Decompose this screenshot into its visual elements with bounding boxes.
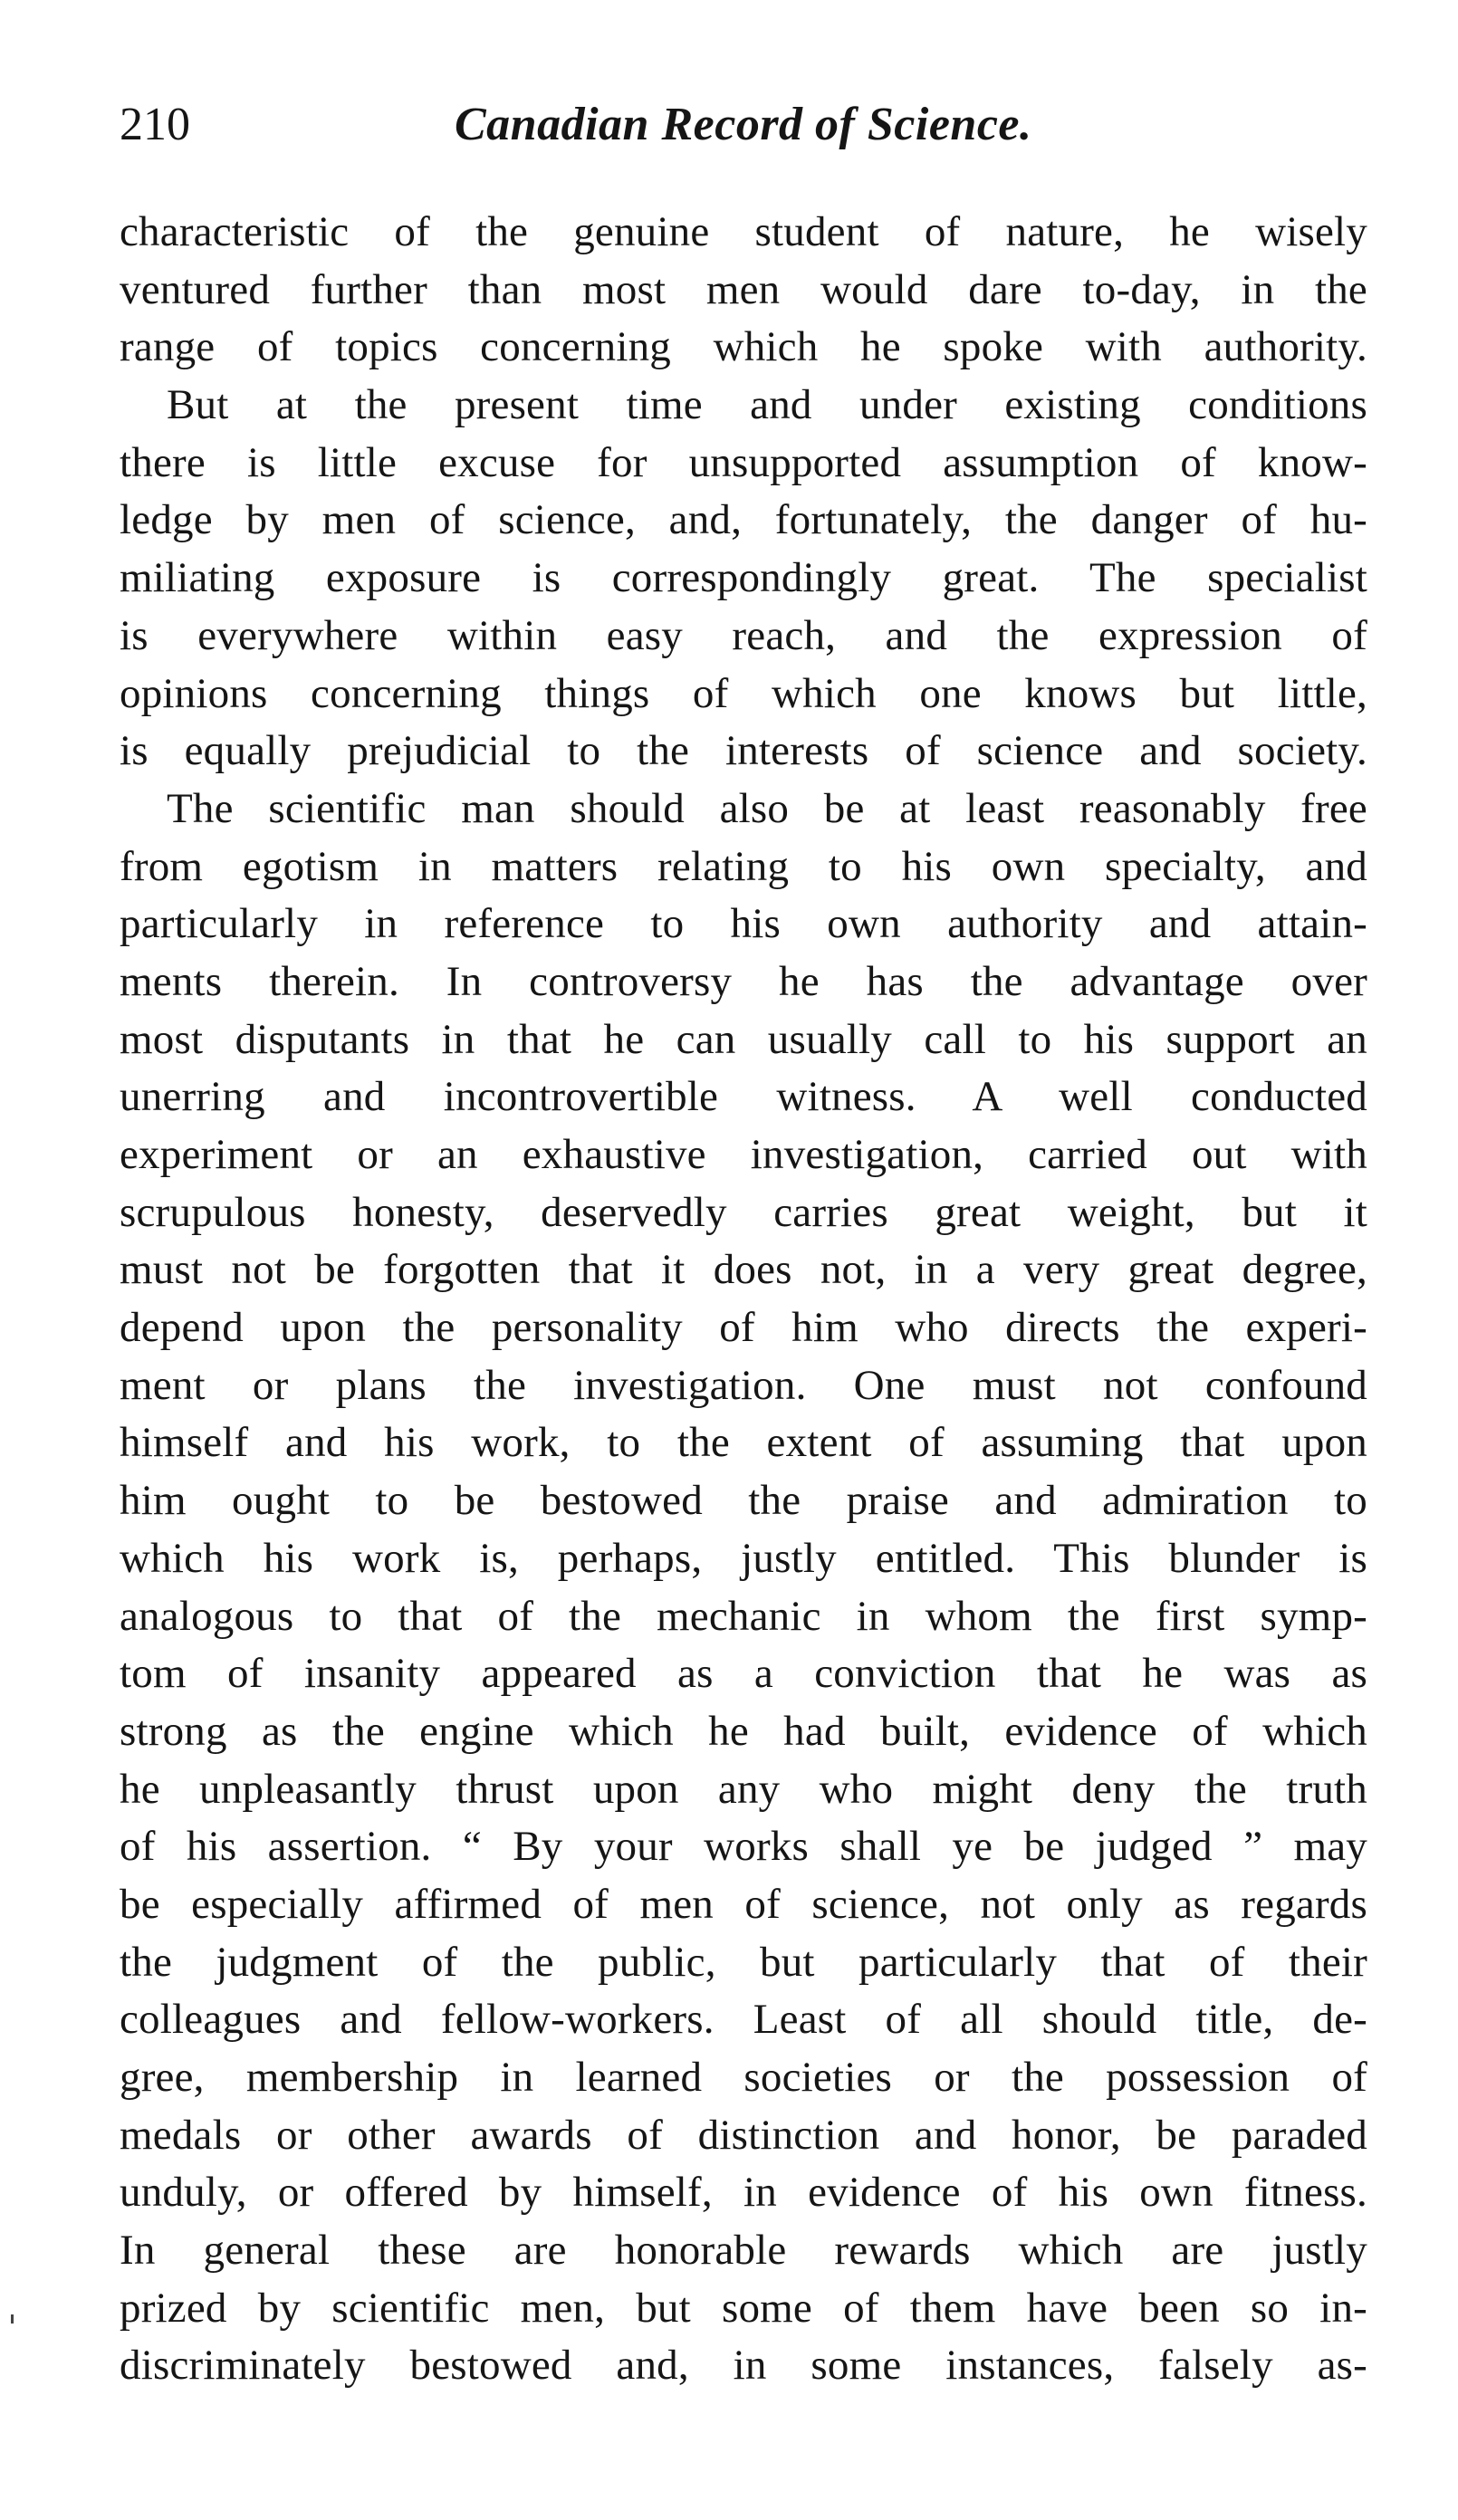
- text-line: prized by scientific men, but some of them have been so in-: [120, 2284, 1367, 2332]
- text-line: But at the present time and under existing conditions: [167, 381, 1367, 429]
- text-line: ment or plans the investigation. One must not confound: [120, 1361, 1367, 1409]
- text-line: opinions concerning things of which one knows but little,: [120, 669, 1367, 717]
- text-line: which his work is, perhaps, justly entitled. This blunder is: [120, 1534, 1367, 1582]
- text-line: most disputants in that he can usually call to his support an: [120, 1015, 1367, 1063]
- text-line: he unpleasantly thrust upon any who might deny the truth: [120, 1765, 1367, 1813]
- text-line: of his assertion. “ By your works shall ye be judged ” may: [120, 1823, 1367, 1871]
- text-line: himself and his work, to the extent of assuming that upon: [120, 1419, 1367, 1467]
- text-line: there is little excuse for unsupported assumption of know-: [120, 438, 1367, 486]
- running-head: [120, 98, 1396, 170]
- text-line: tom of insanity appeared as a conviction that he was as: [120, 1650, 1367, 1698]
- text-line: In general these are honorable rewards which are justly: [120, 2227, 1367, 2275]
- text-line: particularly in reference to his own authority and attain-: [120, 900, 1367, 948]
- running-title: Canadian Record of Science.: [455, 99, 1032, 150]
- text-line: range of topics concerning which he spoke with authority.: [120, 323, 1367, 371]
- text-line: depend upon the personality of him who directs the experi-: [120, 1304, 1367, 1352]
- text-line: must not be forgotten that it does not, in a very great degree,: [120, 1246, 1367, 1294]
- text-line: him ought to be bestowed the praise and admiration to: [120, 1477, 1367, 1525]
- text-line: characteristic of the genuine student of nature, he wisely: [120, 208, 1367, 255]
- text-line: is everywhere within easy reach, and the expression of: [120, 611, 1367, 659]
- text-line: The scientific man should also be at least reasonably free: [167, 784, 1367, 832]
- print-speck: [11, 2314, 14, 2324]
- text-line: miliating exposure is correspondingly great. The specialist: [120, 554, 1367, 602]
- body-text: [120, 204, 1367, 2395]
- text-line: be especially affirmed of men of science, not only as regards: [120, 1880, 1367, 1928]
- text-line: scrupulous honesty, deservedly carries great weight, but it: [120, 1188, 1367, 1236]
- text-line: medals or other awards of distinction and honor, be paraded: [120, 2111, 1367, 2159]
- text-line: the judgment of the public, but particularly that of their: [120, 1938, 1367, 1986]
- text-line: ledge by men of science, and, fortunately, the danger of hu-: [120, 496, 1367, 544]
- text-line: from egotism in matters relating to his own specialty, and: [120, 842, 1367, 890]
- text-line: experiment or an exhaustive investigation, carried out with: [120, 1131, 1367, 1178]
- text-line: ments therein. In controversy he has the advantage over: [120, 957, 1367, 1005]
- text-line: unerring and incontrovertible witness. A well conducted: [120, 1073, 1367, 1121]
- text-line: analogous to that of the mechanic in whom the first symp-: [120, 1592, 1367, 1640]
- page-number: 210: [120, 99, 190, 150]
- text-line: discriminately bestowed and, in some instances, falsely as-: [120, 2342, 1367, 2390]
- text-line: gree, membership in learned societies or the possession of: [120, 2054, 1367, 2101]
- text-line: colleagues and fellow-workers. Least of all should title, de-: [120, 1996, 1367, 2044]
- text-line: unduly, or offered by himself, in evidence of his own fitness.: [120, 2169, 1367, 2217]
- text-line: strong as the engine which he had built, evidence of which: [120, 1707, 1367, 1755]
- text-line: is equally prejudicial to the interests of science and society.: [120, 727, 1367, 775]
- text-line: ventured further than most men would dare to-day, in the: [120, 265, 1367, 313]
